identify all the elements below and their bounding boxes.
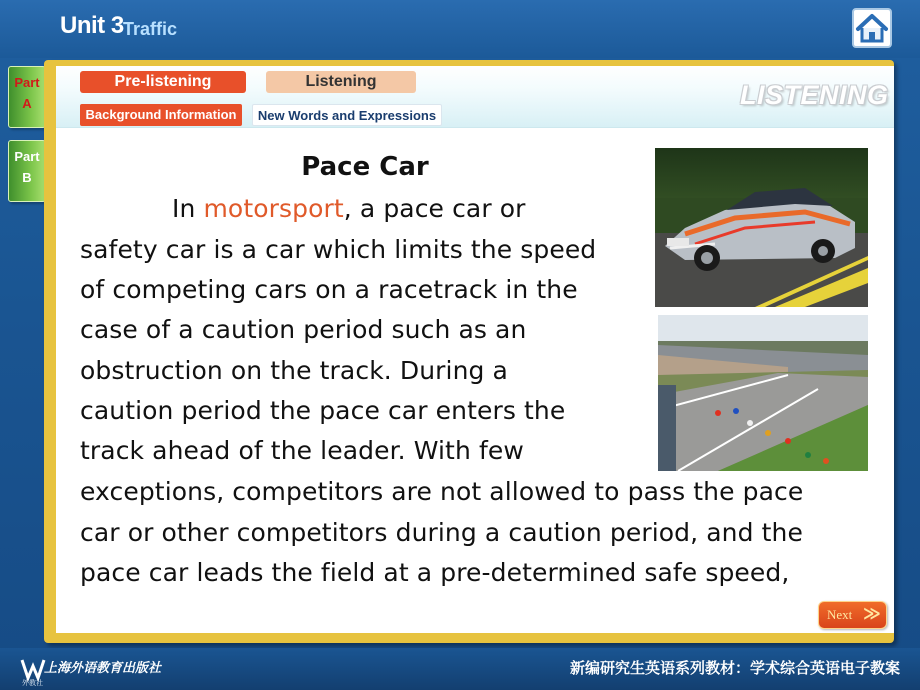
motorsport-link[interactable]: motorsport <box>203 194 344 223</box>
tab-pre-listening[interactable]: Pre-listening <box>80 71 246 93</box>
article-line-9: car or other competitors during a caution period, and the <box>80 518 803 547</box>
article-line-6: caution period the pace car enters the <box>80 396 566 425</box>
article-line-3: of competing cars on a racetrack in the <box>80 275 578 304</box>
part-b-letter: B <box>22 170 32 185</box>
publisher-short-name: 外教社 <box>22 679 43 687</box>
article-title: Pace Car <box>301 152 429 182</box>
home-button[interactable] <box>852 8 892 48</box>
unit-title: Unit 3 <box>60 12 124 39</box>
part-b-label: Part <box>14 149 40 164</box>
article-line-7: track ahead of the leader. With few <box>80 436 524 465</box>
part-b-tab[interactable] <box>8 140 46 202</box>
next-button[interactable] <box>818 601 887 629</box>
double-chevron-right-icon: ≫ <box>863 604 881 624</box>
article-line-2: safety car is a car which limits the speed <box>80 235 597 264</box>
racetrack-photo <box>658 315 868 471</box>
subtab-new-words[interactable]: New Words and Expressions <box>252 104 442 126</box>
article-line-1-end: , a pace car or <box>343 194 526 223</box>
next-label: Next <box>827 607 853 622</box>
article-line-8: exceptions, competitors are not allowed to pass the pace <box>80 477 804 506</box>
part-a-letter: A <box>22 96 32 111</box>
article-line-1-start: In <box>172 194 204 223</box>
subtab-background-information[interactable]: Background Information <box>80 104 242 126</box>
pace-car-photo <box>655 148 868 307</box>
article-line-5: obstruction on the track. During a <box>80 356 508 385</box>
unit-topic: Traffic <box>123 19 178 39</box>
article-line-10: pace car leads the field at a pre-determined safe speed, <box>80 558 790 587</box>
series-title: 新编研究生英语系列教材：学术综合英语电子教案 <box>569 659 900 677</box>
tab-listening[interactable]: Listening <box>266 71 416 93</box>
part-a-label: Part <box>14 75 40 90</box>
article-line-4: case of a caution period such as an <box>80 315 527 344</box>
section-watermark: LISTENING <box>740 80 889 110</box>
article-line-1 <box>172 194 526 223</box>
part-a-tab[interactable] <box>8 66 46 128</box>
home-icon <box>854 10 890 46</box>
publisher-name: 上海外语教育出版社 <box>44 661 162 676</box>
